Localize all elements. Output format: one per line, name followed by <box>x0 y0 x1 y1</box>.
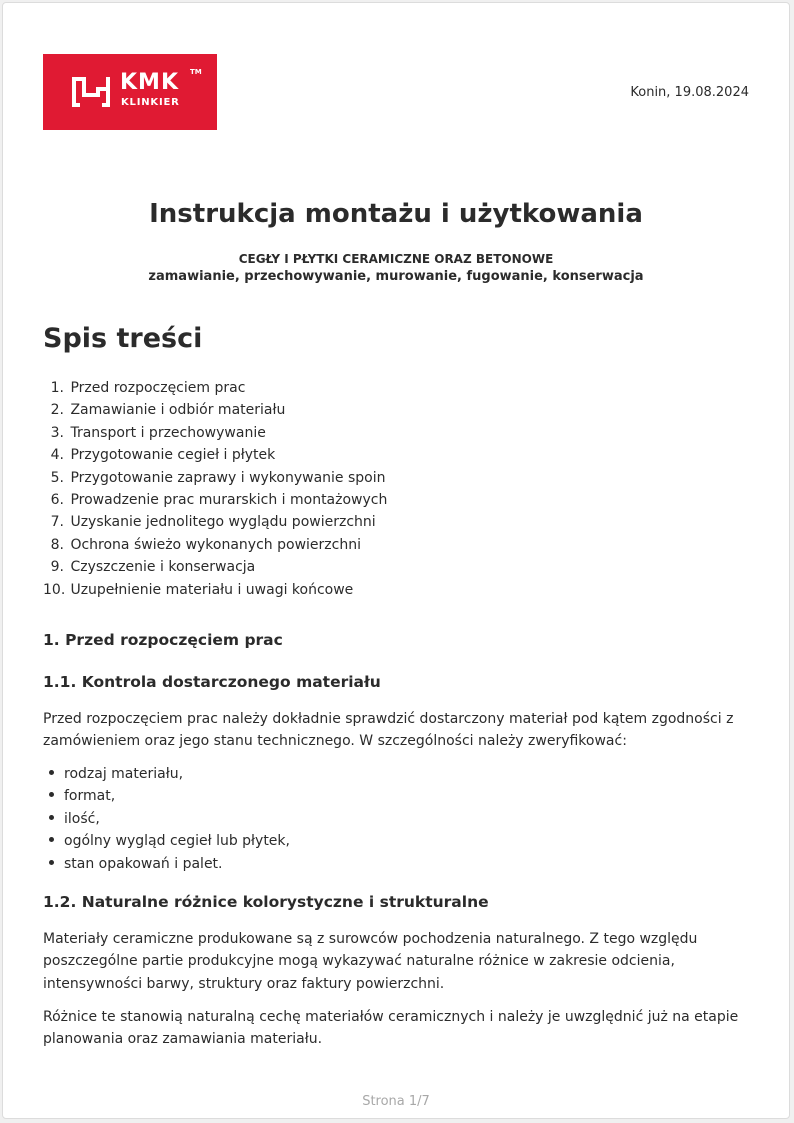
toc-item[interactable] <box>43 377 387 399</box>
toc-item[interactable] <box>43 534 387 556</box>
bullet-icon <box>49 860 54 865</box>
verification-list <box>43 763 290 875</box>
toc-item-label: Przygotowanie zaprawy i wykonywanie spoin <box>70 469 386 486</box>
toc-item-label: Prowadzenie prac murarskich i montażowych <box>70 491 388 508</box>
toc-item-number: 7. <box>50 514 64 531</box>
list-item <box>43 785 290 807</box>
toc-item-label: Ochrona świeżo wykonanych powierzchni <box>70 536 361 553</box>
section-1-1-paragraph: Przed rozpoczęciem prac należy dokładnie sprawdzić dostarczony materiał pod kątem zgodności z zamówieniem oraz jego stanu technicznego. W szczególności należy zweryfikować: <box>43 711 734 750</box>
toc-item-label: Czyszczenie i konserwacja <box>70 559 256 576</box>
document-date: Konin, 19.08.2024 <box>630 85 749 100</box>
toc-item[interactable] <box>43 579 387 601</box>
document-subtitle-main: CEGŁY I PŁYTKI CERAMICZNE ORAZ BETONOWE <box>238 252 554 266</box>
list-item <box>43 808 290 830</box>
list-item <box>43 763 290 785</box>
toc-item-number: 1. <box>50 380 64 396</box>
toc-item-label: Uzyskanie jednolitego wyglądu powierzchni <box>70 514 376 531</box>
table-of-contents <box>43 377 387 601</box>
page-number: Strona 1/7 <box>362 1094 430 1109</box>
list-item <box>43 853 290 875</box>
bullet-icon <box>49 770 54 775</box>
toc-item-label: Uzupełnienie materiału i uwagi końcowe <box>70 581 354 598</box>
bullet-icon <box>49 792 54 797</box>
toc-item-number: 2. <box>50 402 64 419</box>
logo-subtitle: KLINKIER <box>121 97 180 108</box>
toc-item-label: Przed rozpoczęciem prac <box>70 380 246 396</box>
toc-item-label: Transport i przechowywanie <box>70 424 266 441</box>
list-item-text: ogólny wygląd cegieł lub płytek, <box>64 833 290 850</box>
list-item <box>43 830 290 852</box>
bullet-icon <box>49 815 54 820</box>
toc-item[interactable] <box>43 467 387 489</box>
logo-trademark: TM <box>190 68 202 76</box>
list-item-text: ilość, <box>64 810 100 827</box>
toc-item[interactable] <box>43 489 387 511</box>
toc-item[interactable] <box>43 444 387 466</box>
logo-name: KMK <box>120 70 179 95</box>
toc-title: Spis treści <box>43 323 203 354</box>
toc-item-label: Zamawianie i odbiór materiału <box>70 402 286 419</box>
toc-item-number: 9. <box>50 559 64 576</box>
list-item-text: stan opakowań i palet. <box>64 855 223 872</box>
kmk-emblem-icon <box>69 74 113 110</box>
section-1-2-heading: 1.2. Naturalne różnice kolorystyczne i strukturalne <box>43 893 489 911</box>
document-page <box>2 2 790 1119</box>
toc-item[interactable] <box>43 422 387 444</box>
toc-item[interactable] <box>43 511 387 533</box>
toc-item-number: 5. <box>50 469 64 486</box>
toc-item[interactable] <box>43 399 387 421</box>
section-1-1-heading: 1.1. Kontrola dostarczonego materiału <box>43 673 381 691</box>
section-1-2-paragraph-1: Materiały ceramiczne produkowane są z surowców pochodzenia naturalnego. Z tego względu poszczególne partie produkcyjne mogą wykazywać naturalne różnice w zakresie odcienia, intensywności barwy, struktury oraz faktury powierzchni. <box>43 931 698 992</box>
toc-item-number: 4. <box>50 447 64 464</box>
toc-item[interactable] <box>43 556 387 578</box>
toc-item-number: 10. <box>43 581 66 598</box>
document-subtitle-topics: zamawianie, przechowywanie, murowanie, fugowanie, konserwacja <box>148 269 644 284</box>
toc-item-number: 8. <box>50 536 64 553</box>
section-1-heading: 1. Przed rozpoczęciem prac <box>43 631 283 649</box>
toc-item-label: Przygotowanie cegieł i płytek <box>70 447 276 464</box>
toc-item-number: 6. <box>50 491 64 508</box>
bullet-icon <box>49 837 54 842</box>
document-title: Instrukcja montażu i użytkowania <box>149 199 643 229</box>
toc-item-number: 3. <box>50 424 64 441</box>
section-1-2-paragraph-2: Różnice te stanowią naturalną cechę materiałów ceramicznych i należy je uwzględnić już na etapie planowania oraz zamawiania materiału. <box>43 1009 739 1048</box>
list-item-text: rodzaj materiału, <box>64 766 184 782</box>
list-item-text: format, <box>64 788 116 805</box>
kmk-logo <box>43 54 217 130</box>
